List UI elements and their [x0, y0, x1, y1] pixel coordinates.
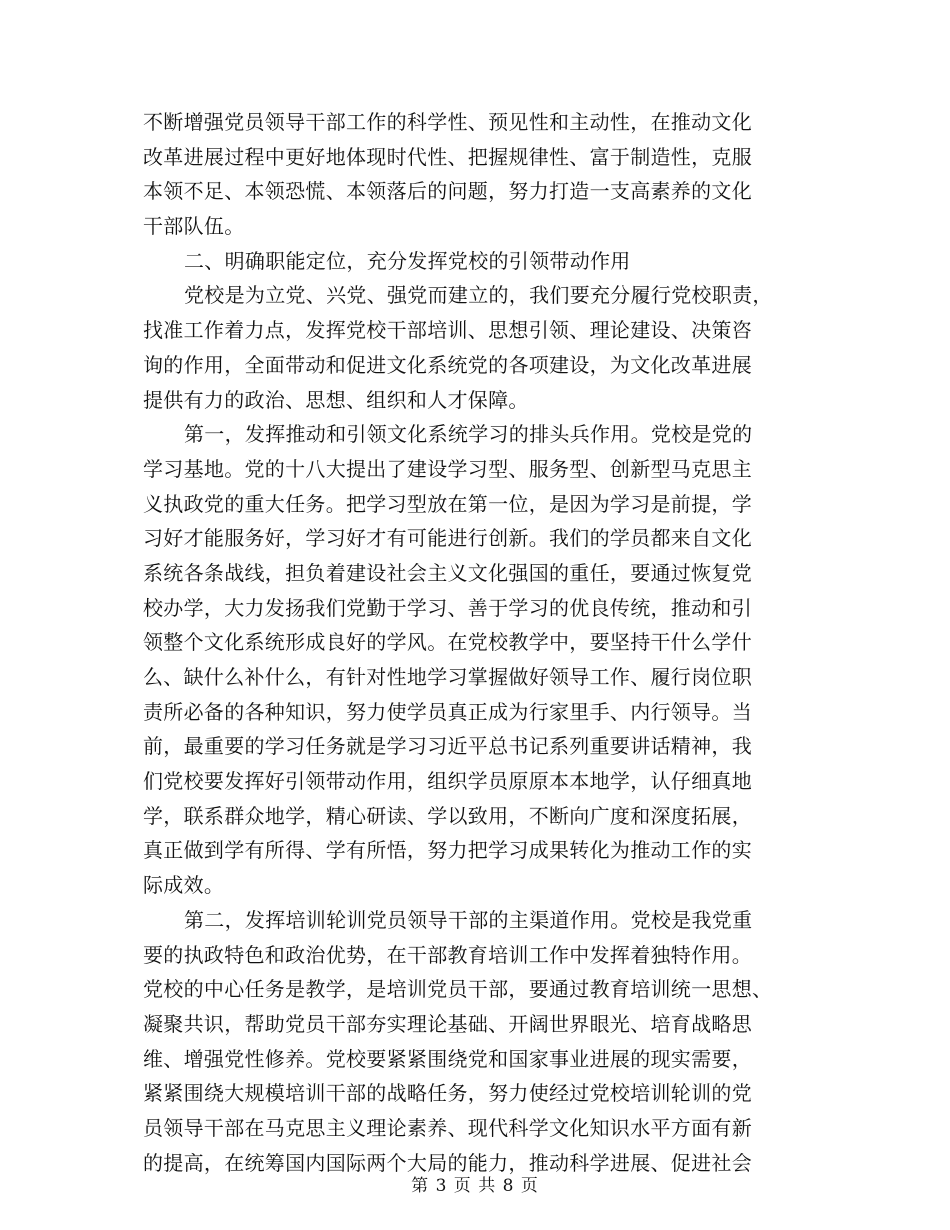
text-line: 真正做到学有所得、学有所悟，努力把学习成果转化为推动工作的实 — [143, 838, 752, 863]
text-line: 员领导干部在马克思主义理论素养、现代科学文化知识水平方面有新 — [143, 1115, 752, 1140]
text-line: 本领不足、本领恐慌、本领落后的问题，努力打造一支高素养的文化 — [143, 179, 752, 204]
text-line: 际成效。 — [143, 873, 225, 898]
text-line: 党校的中心任务是教学，是培训党员干部，要通过教育培训统一思想、 — [143, 977, 773, 1002]
text-line: 要的执政特色和政治优势，在干部教育培训工作中发挥着独特作用。 — [143, 942, 752, 967]
paragraph-start-line: 党校是为立党、兴党、强党而建立的，我们要充分履行党校职责， — [184, 283, 773, 308]
text-line: 找准工作着力点，发挥党校干部培训、思想引领、理论建设、决策咨 — [143, 318, 752, 343]
text-line: 改革进展过程中更好地体现时代性、把握规律性、富于制造性，克服 — [143, 144, 752, 169]
text-line: 干部队伍。 — [143, 214, 245, 239]
text-line: 学，联系群众地学，精心研读、学以致用，不断向广度和深度拓展， — [143, 803, 752, 828]
text-line: 不断增强党员领导干部工作的科学性、预见性和主动性，在推动文化 — [143, 110, 752, 134]
text-line: 领整个文化系统形成良好的学风。在党校教学中，要坚持干什么学什 — [143, 630, 752, 655]
section-heading: 二、明确职能定位，充分发挥党校的引领带动作用 — [184, 248, 631, 273]
text-line: 们党校要发挥好引领带动作用，组织学员原原本本地学，认仔细真地 — [143, 769, 752, 794]
text-line: 询的作用，全面带动和促进文化系统党的各项建设，为文化改革进展 — [143, 352, 752, 377]
text-line: 么、缺什么补什么，有针对性地学习掌握做好领导工作、履行岗位职 — [143, 665, 752, 689]
text-line: 校办学，大力发扬我们党勤于学习、善于学习的优良传统，推动和引 — [143, 595, 752, 620]
text-line: 责所必备的各种知识，努力使学员真正成为行家里手、内行领导。当 — [143, 699, 752, 724]
text-line: 提供有力的政治、思想、组织和人才保障。 — [143, 387, 529, 412]
text-line: 紧紧围绕大规模培训干部的战略任务，努力使经过党校培训轮训的党 — [143, 1081, 752, 1106]
text-line: 凝聚共识，帮助党员干部夯实理论基础、开阔世界眼光、培育战略思 — [143, 1011, 752, 1036]
text-line: 维、增强党性修养。党校要紧紧围绕党和国家事业进展的现实需要， — [143, 1046, 752, 1071]
paragraph-start-line: 第一，发挥推动和引领文化系统学习的排头兵作用。党校是党的 — [184, 422, 753, 447]
document-body — [143, 105, 815, 1180]
page-number-footer: 第 3 页 共 8 页 — [411, 1176, 539, 1196]
text-line: 学习基地。党的十八大提出了建设学习型、服务型、创新型马克思主 — [143, 456, 752, 481]
text-line: 的提高，在统筹国内国际两个大局的能力，推动科学进展、促进社会 — [143, 1150, 752, 1175]
text-line: 习好才能服务好，学习好才有可能进行创新。我们的学员都来自文化 — [143, 526, 752, 551]
text-line: 前，最重要的学习任务就是学习习近平总书记系列重要讲话精神，我 — [143, 734, 752, 759]
paragraph-start-line: 第二，发挥培训轮训党员领导干部的主渠道作用。党校是我党重 — [184, 907, 753, 932]
text-line: 系统各条战线，担负着建设社会主义文化强国的重任，要通过恢复党 — [143, 560, 752, 585]
text-line: 义执政党的重大任务。把学习型放在第一位，是因为学习是前提，学 — [143, 491, 752, 516]
